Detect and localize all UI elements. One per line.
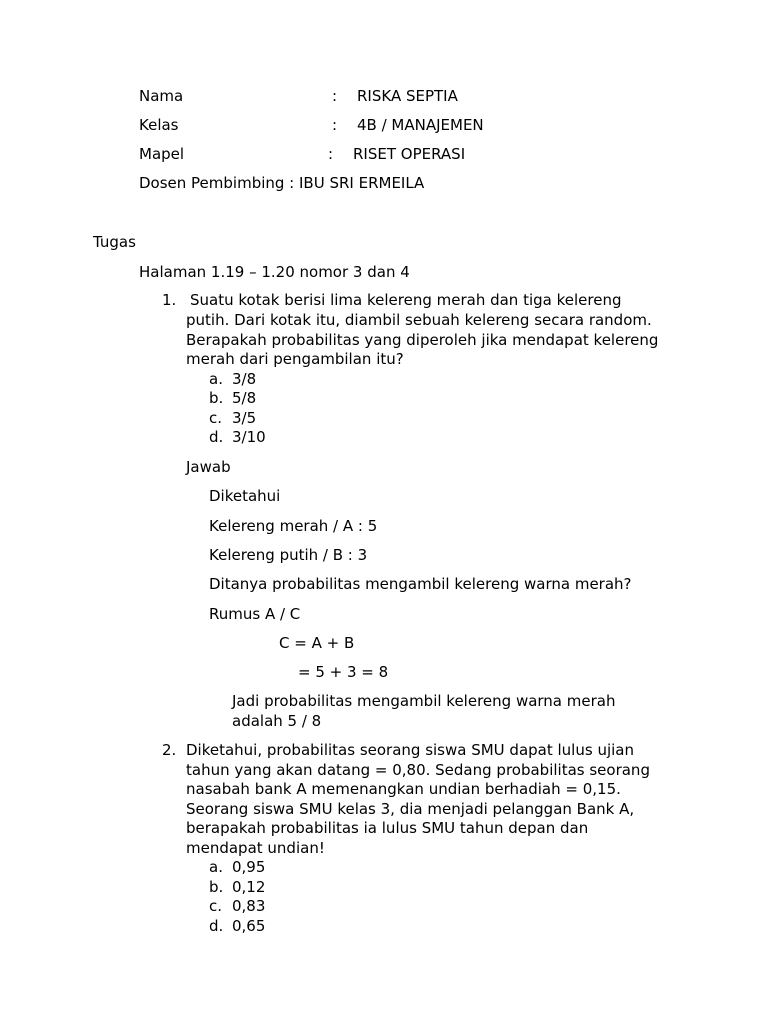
mapel-value: RISET OPERASI bbox=[353, 145, 466, 163]
jadi-line-2: adalah 5 / 8 bbox=[232, 712, 322, 730]
q1-option-text: 5/8 bbox=[232, 389, 257, 407]
nama-label: Nama bbox=[139, 87, 184, 105]
halaman-line: Halaman 1.19 – 1.20 nomor 3 dan 4 bbox=[139, 263, 410, 281]
kelereng-putih-line: Kelereng putih / B : 3 bbox=[209, 546, 368, 564]
q1-option-letter: b. bbox=[209, 389, 224, 407]
tugas-title: Tugas bbox=[93, 233, 136, 251]
q1-option-text: 3/10 bbox=[232, 428, 266, 446]
jawab-title: Jawab bbox=[186, 458, 231, 476]
kelereng-merah-line: Kelereng merah / A : 5 bbox=[209, 517, 378, 535]
ditanya-line: Ditanya probabilitas mengambil kelereng warna merah? bbox=[209, 575, 632, 593]
q2-line-5: berapakah probabilitas ia lulus SMU tahun depan dan bbox=[186, 819, 589, 837]
q2-option-letter: a. bbox=[209, 858, 223, 876]
kelas-separator: : bbox=[332, 116, 338, 134]
rumus-line: Rumus A / C bbox=[209, 605, 301, 623]
mapel-separator: : bbox=[328, 145, 334, 163]
jadi-line-1: Jadi probabilitas mengambil kelereng warna merah bbox=[232, 692, 616, 710]
c-formula-line: C = A + B bbox=[279, 634, 355, 652]
q2-line-4: Seorang siswa SMU kelas 3, dia menjadi pelanggan Bank A, bbox=[186, 800, 635, 818]
q1-option-text: 3/8 bbox=[232, 370, 257, 388]
q1-line-2: putih. Dari kotak itu, diambil sebuah kelereng secara random. bbox=[186, 311, 652, 329]
q2-option-text: 0,95 bbox=[232, 858, 266, 876]
q1-line-4: merah dari pengambilan itu? bbox=[186, 350, 404, 368]
nama-value: RISKA SEPTIA bbox=[357, 87, 458, 105]
q1-option-letter: c. bbox=[209, 409, 223, 427]
q2-option-text: 0,12 bbox=[232, 878, 266, 896]
kelas-value: 4B / MANAJEMEN bbox=[357, 116, 484, 134]
q2-option-letter: c. bbox=[209, 897, 223, 915]
mapel-label: Mapel bbox=[139, 145, 185, 163]
q1-option-letter: d. bbox=[209, 428, 224, 446]
nama-separator: : bbox=[332, 87, 338, 105]
q1-option-letter: a. bbox=[209, 370, 223, 388]
q1-line-3: Berapakah probabilitas yang diperoleh jika mendapat kelereng bbox=[186, 331, 659, 349]
q1-number: 1. bbox=[162, 291, 177, 309]
q2-option-letter: d. bbox=[209, 917, 224, 935]
q2-line-3: nasabah bank A memenangkan undian berhadiah = 0,15. bbox=[186, 780, 621, 798]
q1-line-1: Suatu kotak berisi lima kelereng merah dan tiga kelereng bbox=[190, 291, 622, 309]
q2-line-1: Diketahui, probabilitas seorang siswa SMU dapat lulus ujian bbox=[186, 741, 634, 759]
q1-option-text: 3/5 bbox=[232, 409, 257, 427]
q2-line-2: tahun yang akan datang = 0,80. Sedang probabilitas seorang bbox=[186, 761, 650, 779]
dosen-line: Dosen Pembimbing : IBU SRI ERMEILA bbox=[139, 174, 425, 192]
q2-number: 2. bbox=[162, 741, 177, 759]
q2-option-letter: b. bbox=[209, 878, 224, 896]
kelas-label: Kelas bbox=[139, 116, 179, 134]
q2-option-text: 0,83 bbox=[232, 897, 266, 915]
q2-line-6: mendapat undian! bbox=[186, 839, 325, 857]
q2-option-text: 0,65 bbox=[232, 917, 266, 935]
diketahui-line: Diketahui bbox=[209, 487, 281, 505]
c-value-line: = 5 + 3 = 8 bbox=[298, 663, 389, 681]
